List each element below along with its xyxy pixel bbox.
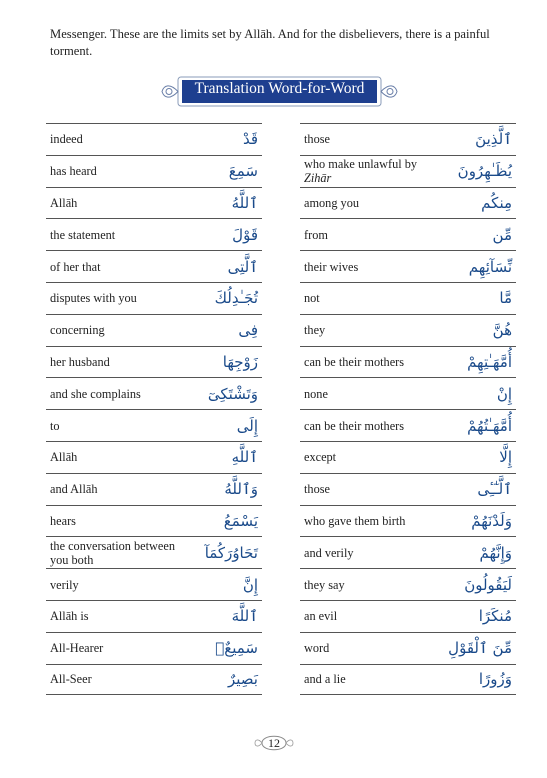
vocab-row xyxy=(300,187,516,219)
english-meaning: Allāh xyxy=(50,195,78,210)
vocab-row xyxy=(46,250,262,282)
arabic-word: ٱلَّـٰٓـِٔى xyxy=(477,480,512,499)
vocab-row xyxy=(46,377,262,409)
vocab-row xyxy=(300,441,516,473)
english-meaning: hears xyxy=(50,513,76,528)
left-vocab-column xyxy=(46,123,262,695)
arabic-word: تُجَـٰدِلُكَ xyxy=(214,289,258,308)
english-meaning: they say xyxy=(304,577,345,592)
arabic-word: أُمَّهَـٰتِهِمْ xyxy=(467,352,512,371)
english-meaning: verily xyxy=(50,577,79,592)
arabic-word: بَصِيرٌ xyxy=(228,670,258,689)
arabic-word: هُنَّ xyxy=(492,321,512,340)
arabic-word: إِلَّا xyxy=(499,448,512,467)
english-meaning: the statement xyxy=(50,227,116,242)
english-meaning: Allāh is xyxy=(50,609,89,624)
page-number-badge xyxy=(254,728,294,758)
vocab-row xyxy=(300,282,516,314)
banner-title: Translation Word-for-Word xyxy=(194,80,365,97)
vocab-row xyxy=(300,218,516,250)
vocab-row xyxy=(46,536,262,568)
arabic-word: وَإِنَّهُمْ xyxy=(479,543,512,562)
english-meaning: can be their mothers xyxy=(304,354,405,369)
english-meaning: of her that xyxy=(50,259,101,274)
intro-paragraph: Messenger. These are the limits set by Allāh. And for the disbelievers, there is a painful torment. xyxy=(50,27,490,58)
arabic-word: ٱللَّهَ xyxy=(231,607,258,626)
vocab-row xyxy=(300,377,516,409)
english-meaning: and Allāh xyxy=(50,482,98,497)
vocab-row xyxy=(46,187,262,219)
vocab-row xyxy=(300,536,516,568)
english-meaning: they xyxy=(304,323,326,338)
arabic-word: فِى xyxy=(238,321,258,340)
vocab-row xyxy=(300,473,516,505)
arabic-word: زَوْجِهَا xyxy=(222,352,258,371)
english-meaning: to xyxy=(50,418,60,433)
arabic-word: مُنكَرًا xyxy=(478,607,512,626)
english-meaning: not xyxy=(304,291,320,306)
vocab-row xyxy=(46,505,262,537)
english-meaning: from xyxy=(304,227,328,242)
arabic-word: ٱلَّتِى xyxy=(227,257,258,276)
arabic-word: مَّا xyxy=(499,289,512,308)
english-meaning: her husband xyxy=(50,354,110,369)
arabic-word: أُمَّهَـٰتُهُمْ xyxy=(467,416,512,435)
arabic-word: يَسْمَعُ xyxy=(223,511,258,530)
arabic-word: وَٱللَّهُ xyxy=(224,480,258,499)
vocab-row xyxy=(300,346,516,378)
english-meaning: none xyxy=(304,386,328,401)
english-meaning: their wives xyxy=(304,259,359,274)
arabic-word: قَدْ xyxy=(242,130,258,149)
english-meaning: All-Seer xyxy=(50,672,92,687)
english-meaning: All-Hearer xyxy=(50,641,104,656)
arabic-word: إِلَى xyxy=(236,416,258,435)
arabic-word: ٱللَّهِ xyxy=(231,448,258,467)
vocab-row xyxy=(46,441,262,473)
vocab-row xyxy=(46,282,262,314)
arabic-word: ٱللَّهُ xyxy=(231,193,258,212)
arabic-word: وَزُورًا xyxy=(478,670,512,689)
english-meaning: has heard xyxy=(50,164,97,179)
english-meaning: word xyxy=(304,641,330,656)
english-meaning: an evil xyxy=(304,609,338,624)
arabic-word: يُظَـٰهِرُونَ xyxy=(457,162,512,181)
vocab-row xyxy=(300,664,516,696)
arabic-word: قَوْلَ xyxy=(232,225,258,244)
vocab-row xyxy=(46,632,262,664)
vocab-row xyxy=(46,218,262,250)
english-meaning: who gave them birth xyxy=(304,513,406,528)
section-banner xyxy=(160,73,399,110)
arabic-word: تَحَاوُرَكُمَآ xyxy=(204,543,258,562)
english-meaning: among you xyxy=(304,195,359,210)
arabic-word: إِنْ xyxy=(496,384,512,403)
arabic-word: سَمِيعٌۢ xyxy=(215,639,258,658)
english-meaning: and a lie xyxy=(304,672,346,687)
english-meaning: indeed xyxy=(50,132,83,147)
arabic-word: إِنَّ xyxy=(242,575,258,594)
vocab-row xyxy=(46,473,262,505)
english-meaning: except xyxy=(304,450,337,465)
vocab-row xyxy=(46,568,262,600)
vocab-row xyxy=(300,314,516,346)
arabic-word: مِنكُم xyxy=(481,193,512,212)
page-number: 12 xyxy=(268,736,280,750)
english-meaning: can be their mothers xyxy=(304,418,405,433)
english-meaning: those xyxy=(304,132,330,147)
vocab-row xyxy=(300,505,516,537)
arabic-word: سَمِعَ xyxy=(228,162,258,181)
english-meaning: those xyxy=(304,482,330,497)
vocab-row xyxy=(300,409,516,441)
english-meaning: the conversation between you both xyxy=(50,538,175,567)
english-meaning: and verily xyxy=(304,545,354,560)
vocab-row xyxy=(300,568,516,600)
english-meaning: Allāh xyxy=(50,450,78,465)
arabic-word: وَلَدْنَهُمْ xyxy=(471,511,512,530)
english-meaning: who make unlawful by Zihār xyxy=(304,157,418,186)
english-meaning: and she complains xyxy=(50,386,141,401)
vocab-row xyxy=(46,409,262,441)
vocab-row xyxy=(46,600,262,632)
vocab-row xyxy=(46,664,262,696)
arabic-word: نِّسَآئِهِم xyxy=(468,257,512,276)
vocab-row xyxy=(300,600,516,632)
vocab-row xyxy=(46,314,262,346)
arabic-word: وَتَشْتَكِىٓ xyxy=(207,384,258,403)
arabic-word: لَيَقُولُونَ xyxy=(464,575,512,594)
arabic-word: مِّنَ ٱلْقَوْلِ xyxy=(448,639,512,658)
arabic-word: ٱلَّذِينَ xyxy=(475,130,512,149)
vocab-row xyxy=(46,346,262,378)
vocab-row xyxy=(46,123,262,155)
right-vocab-column xyxy=(300,123,516,695)
vocab-row xyxy=(300,250,516,282)
english-meaning: concerning xyxy=(50,323,105,338)
english-meaning: disputes with you xyxy=(50,291,137,306)
vocab-row xyxy=(46,155,262,187)
arabic-word: مِّن xyxy=(492,225,512,244)
vocab-row xyxy=(300,632,516,664)
vocab-row xyxy=(300,123,516,155)
vocab-row xyxy=(300,155,516,187)
